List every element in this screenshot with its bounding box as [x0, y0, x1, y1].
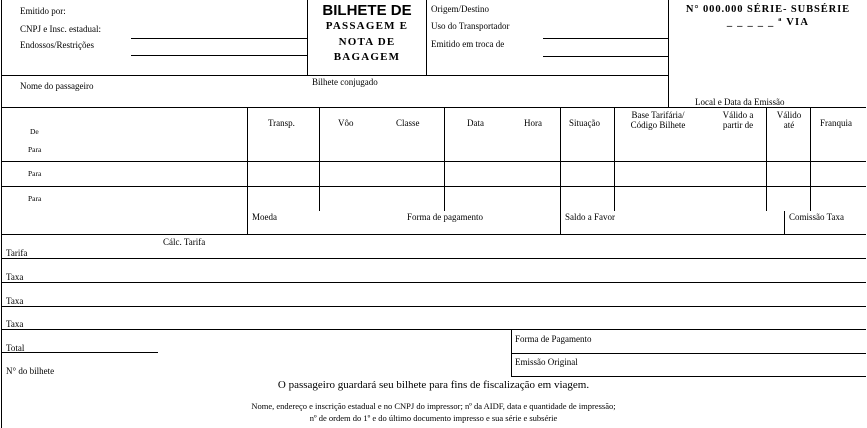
row-de: De — [30, 127, 39, 136]
moeda-label: Moeda — [252, 212, 277, 222]
taxa3-label: Taxa — [6, 319, 24, 329]
table-bottom-line — [1, 234, 866, 235]
title-line-3: NOTA DE — [338, 35, 396, 48]
passenger-note: O passageiro guardará seu bilhete para fins de fiscalização em viagem. — [277, 379, 590, 391]
origem-underline — [543, 38, 668, 39]
nome-passageiro-label: Nome do passageiro — [20, 81, 94, 91]
header-base-tarifaria-2: Código Bilhete — [630, 120, 686, 130]
bilhete-conjugado-label: Bilhete conjugado — [312, 77, 378, 87]
header-divider-2 — [426, 0, 427, 75]
table-row-line-1 — [1, 161, 866, 162]
header-hora: Hora — [524, 118, 542, 128]
header-base-tarifaria-1: Base Tarifária/ — [631, 110, 685, 120]
endossos-underline — [131, 55, 307, 56]
header-situacao: Situação — [569, 118, 600, 128]
taxa1-label: Taxa — [6, 272, 24, 282]
serie-number: N° 000.000 SÉRIE- SUBSÉRIE — [685, 4, 851, 15]
endossos-label: Endossos/Restrições — [20, 40, 94, 50]
calc-tarifa-label: Cálc. Tarifa — [163, 237, 206, 247]
title-block — [308, 19, 426, 66]
table-col-1 — [247, 107, 248, 234]
table-col-6 — [766, 107, 767, 211]
cnpj-label: CNPJ e Insc. estadual: — [20, 24, 101, 34]
header-classe: Classe — [396, 118, 420, 128]
header-valido-ate-1: Válido — [776, 110, 802, 120]
forma-pagamento-label: Forma de pagamento — [407, 212, 483, 222]
title-line-4: BAGAGEM — [333, 51, 401, 63]
taxa3-line — [1, 329, 866, 330]
table-col-7 — [784, 211, 785, 234]
local-data-emissao-label: Local e Data da Emissão — [695, 97, 785, 107]
saldo-favor-label: Saldo a Favor — [565, 212, 615, 222]
payment-box-bottom — [511, 376, 866, 377]
uso-transportador-label: Uso do Transportador — [431, 21, 510, 31]
header-valido-partir-1: Válido a — [722, 110, 754, 120]
emitido-troca-underline — [543, 56, 668, 57]
taxa2-line — [1, 306, 866, 307]
header-divider-3 — [668, 0, 669, 107]
taxa2-label: Taxa — [6, 296, 24, 306]
title-line-2: PASSAGEM E — [325, 20, 409, 32]
emitido-troca-label: Emitido em troca de — [431, 39, 505, 49]
header-valido-partir — [713, 110, 763, 130]
payment-box-mid — [511, 353, 866, 354]
cnpj-underline — [131, 38, 307, 39]
emissao-original-label: Emissão Original — [515, 357, 578, 367]
table-col-3 — [444, 107, 445, 211]
header-valido-partir-2: partir de — [722, 120, 754, 130]
header-franquia: Franquia — [820, 118, 852, 128]
table-col-8 — [810, 107, 811, 211]
origem-destino-label: Origem/Destino — [431, 4, 489, 14]
printer-note — [0, 400, 867, 424]
row-para-1: Para — [28, 145, 42, 154]
row-para-2: Para — [28, 169, 42, 178]
row-para-3: Para — [28, 194, 42, 203]
printer-note-line-1: Nome, endereço e inscrição estadual e no CNPJ do impressor; nº da AIDF, data e quantidade de impressão; — [251, 401, 616, 411]
comissao-taxa-label: Comissão Taxa — [789, 212, 844, 222]
numero-bilhete-label: N° do bilhete — [6, 366, 55, 376]
table-row-line-2 — [1, 186, 866, 187]
header-base-tarifaria — [618, 110, 698, 130]
header-valido-ate-2: até — [783, 120, 795, 130]
emitido-por-label: Emitido por: — [20, 6, 66, 16]
taxa1-line — [1, 282, 866, 283]
tarifa-label: Tarifa — [6, 248, 28, 258]
header-transp: Transp. — [268, 118, 295, 128]
forma-pagamento-box-label: Forma de Pagamento — [515, 334, 592, 344]
via-label: _ _ _ _ _ ª VIA — [726, 17, 810, 28]
total-label: Total — [6, 343, 25, 353]
outer-left-border — [1, 0, 2, 428]
tarifa-line — [1, 258, 866, 259]
table-col-5 — [614, 107, 615, 211]
total-line — [1, 352, 158, 353]
passenger-bottom-line — [1, 107, 866, 108]
title-line-1: BILHETE DE — [322, 2, 412, 19]
printer-note-line-2: nº de ordem do 1º e do último documento impresso e sua série e subsérie — [309, 413, 558, 423]
header-bottom-line — [1, 75, 668, 76]
table-col-4 — [560, 107, 561, 234]
table-col-2 — [319, 107, 320, 211]
header-voo: Vôo — [338, 118, 354, 128]
header-valido-ate — [772, 110, 806, 130]
header-data: Data — [467, 118, 484, 128]
